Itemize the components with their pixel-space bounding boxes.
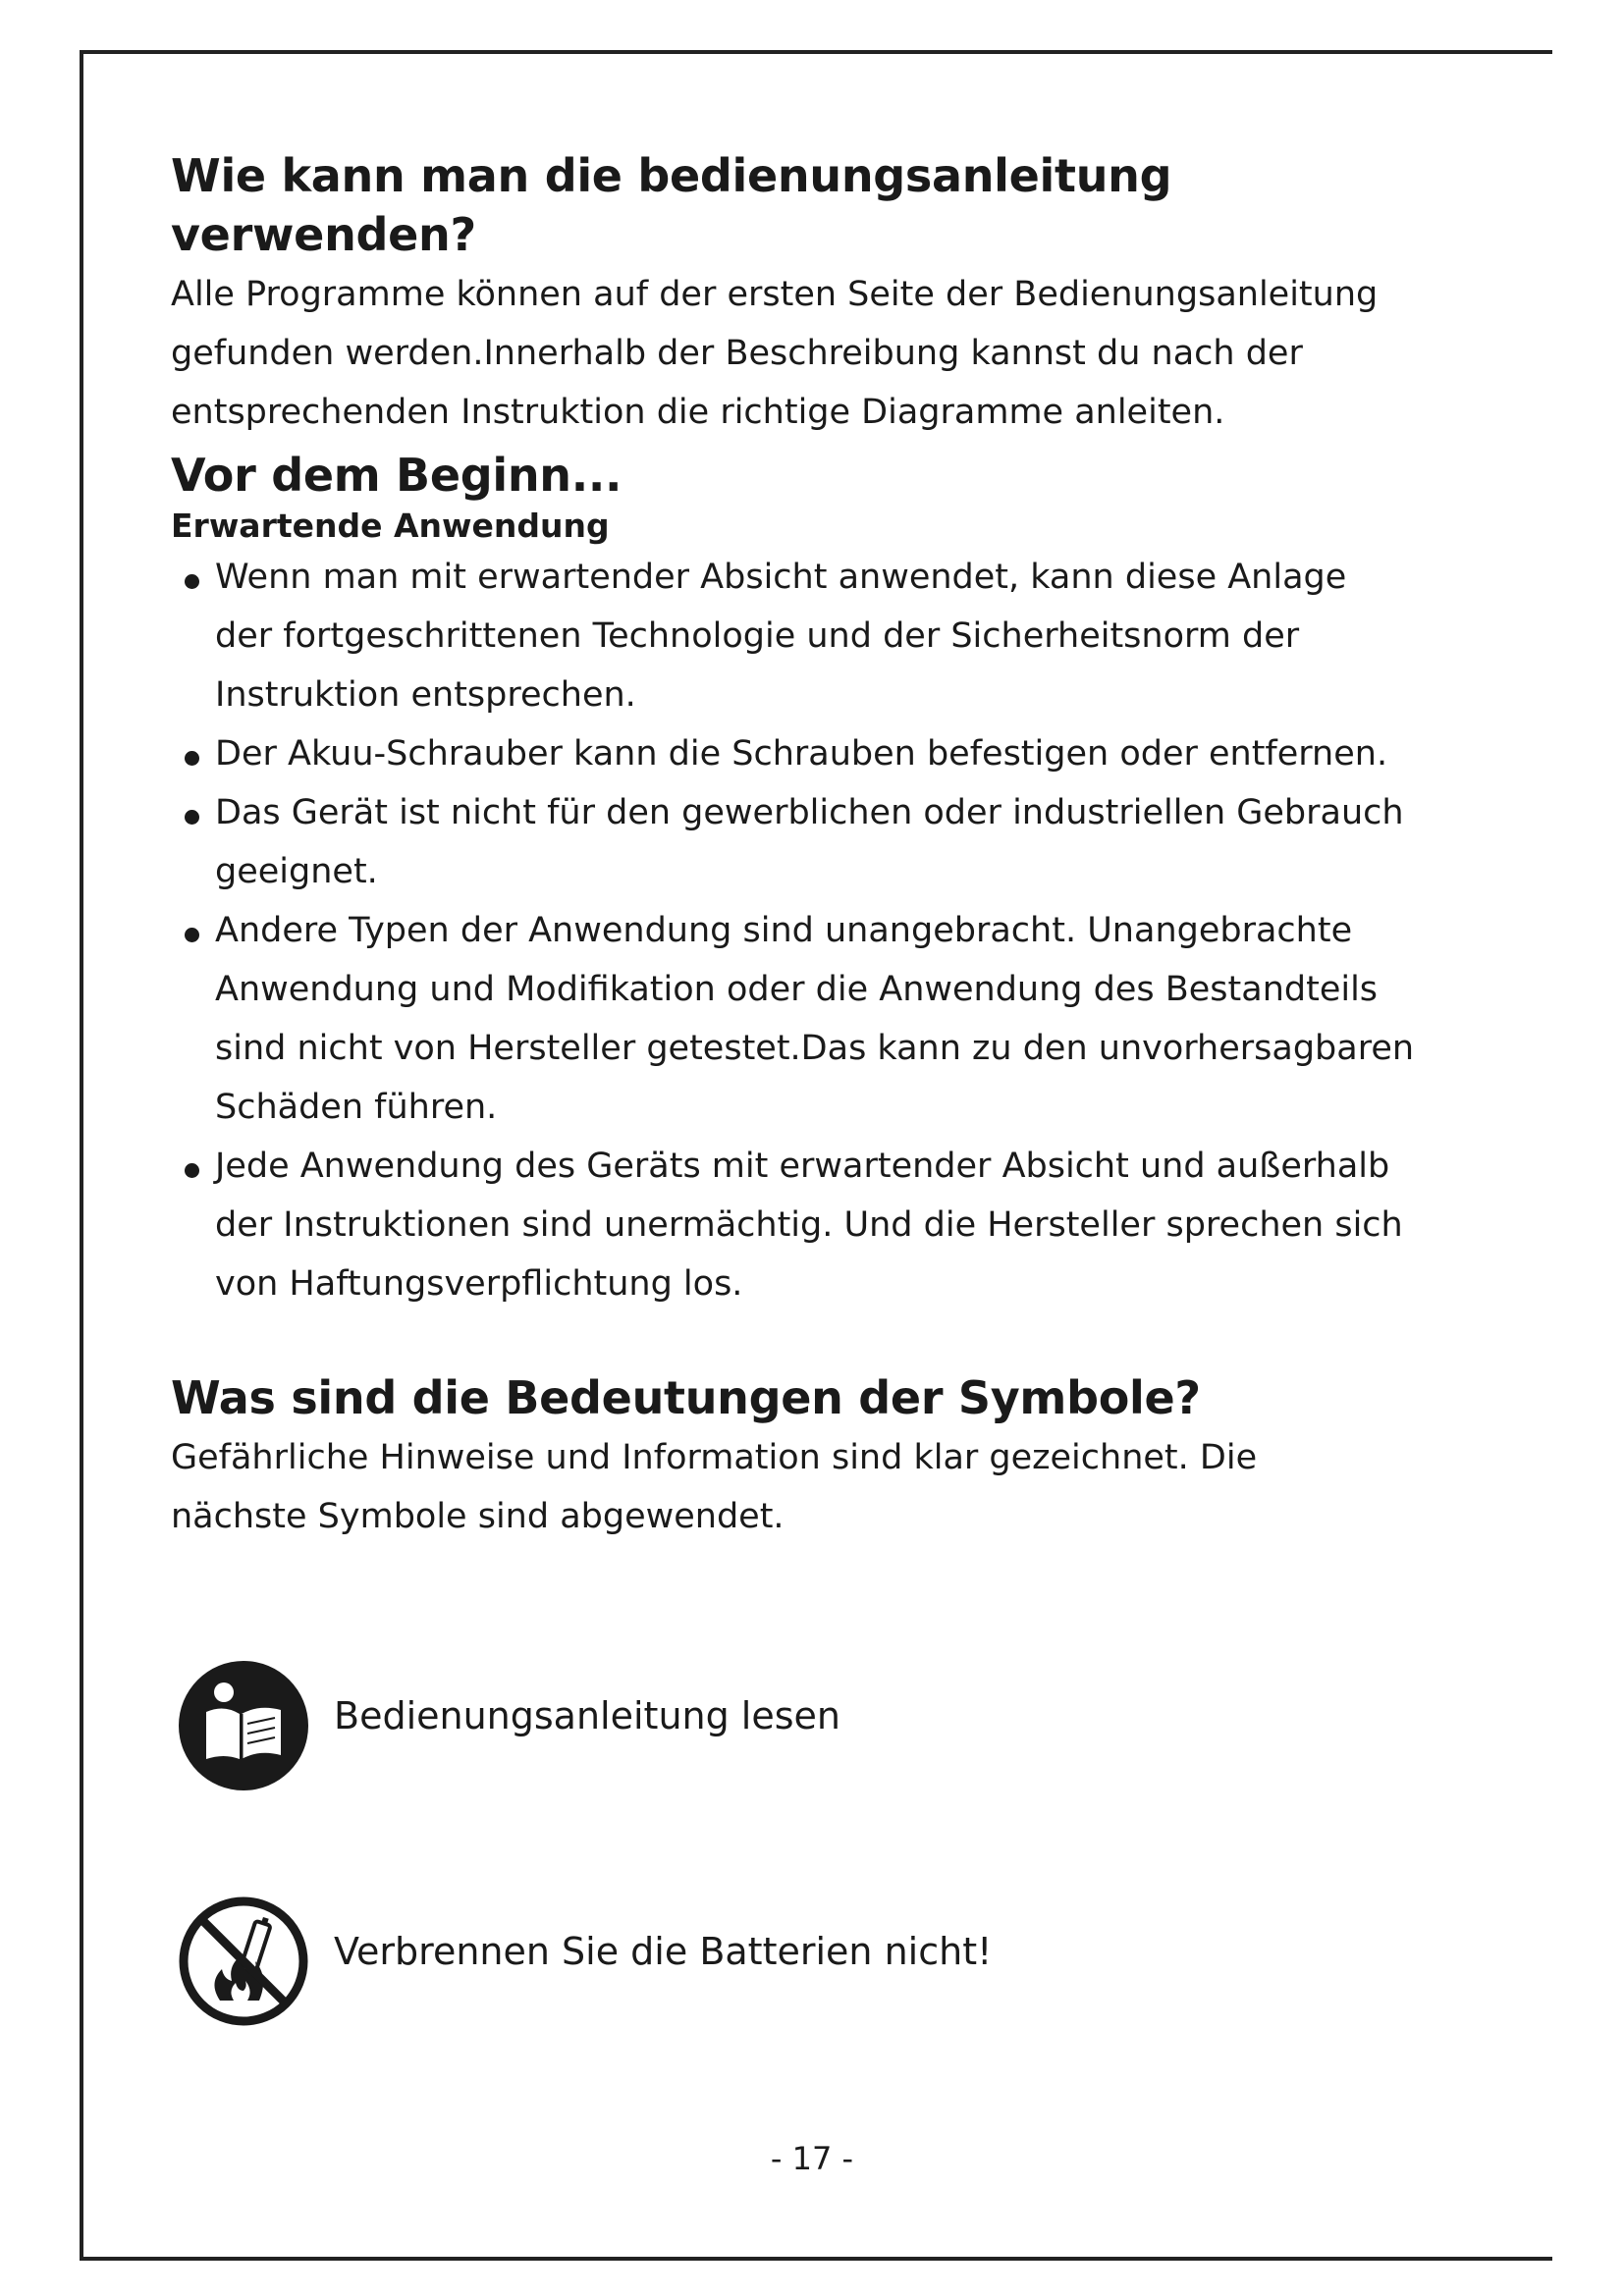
bullet-list bbox=[171, 548, 1414, 1313]
bullet-line: der Instruktionen sind unermächtig. Und die Hersteller sprechen sich bbox=[215, 1204, 1403, 1245]
section-symbols-line: Gefährliche Hinweise und Information sind klar gezeichnet. Die bbox=[171, 1437, 1258, 1477]
bullet-line: sind nicht von Hersteller getestet.Das kann zu den unvorhersagbaren bbox=[215, 1028, 1415, 1068]
section-usage-title: Wie kann man die bedienungsanleitung verwenden? bbox=[171, 149, 1172, 261]
bullet-line: Anwendung und Modifikation oder die Anwendung des Bestandteils bbox=[215, 969, 1379, 1009]
page-number: - 17 - bbox=[770, 2140, 854, 2177]
bullet-line: Wenn man mit erwartender Absicht anwendet, kann diese Anlage bbox=[215, 557, 1347, 597]
bullet-item bbox=[171, 783, 1414, 901]
section-usage-line: entsprechenden Instruktion die richtige Diagramme anleiten. bbox=[171, 392, 1225, 432]
bullet-line: geeignet. bbox=[215, 851, 378, 891]
bullet-item bbox=[171, 724, 1414, 783]
bullet-line: Andere Typen der Anwendung sind unangebracht. Unangebrachte bbox=[215, 910, 1353, 950]
bullet-item bbox=[171, 901, 1414, 1137]
bullet-dot-icon bbox=[185, 574, 199, 589]
bullet-line: der fortgeschrittenen Technologie und der Sicherheitsnorm der bbox=[215, 615, 1300, 656]
section-before-start bbox=[171, 447, 1414, 1313]
symbol-label: Verbrennen Sie die Batterien nicht! bbox=[334, 1930, 993, 1973]
symbol-row-read-manual bbox=[177, 1659, 1453, 1796]
bullet-line: Instruktion entsprechen. bbox=[215, 674, 636, 715]
bullet-line: Jede Anwendung des Geräts mit erwartender Absicht und außerhalb bbox=[215, 1146, 1390, 1186]
bullet-line: Schäden führen. bbox=[215, 1087, 498, 1127]
bullet-dot-icon bbox=[185, 1163, 199, 1178]
section-usage bbox=[171, 147, 1477, 442]
section-symbols bbox=[171, 1369, 1257, 1546]
section-usage-line: gefunden werden.Innerhalb der Beschreibung kannst du nach der bbox=[171, 333, 1303, 373]
bullet-dot-icon bbox=[185, 751, 199, 766]
bullet-dot-icon bbox=[185, 810, 199, 825]
section-before-start-subtitle: Erwartende Anwendung bbox=[171, 506, 610, 545]
section-symbols-title: Was sind die Bedeutungen der Symbole? bbox=[171, 1371, 1201, 1424]
bullet-line: Das Gerät ist nicht für den gewerblichen oder industriellen Gebrauch bbox=[215, 792, 1404, 832]
bullet-line: von Haftungsverpflichtung los. bbox=[215, 1263, 743, 1304]
section-usage-line: Alle Programme können auf der ersten Seite der Bedienungsanleitung bbox=[171, 274, 1379, 314]
no-burning-batteries-icon bbox=[177, 1895, 310, 2028]
read-manual-icon bbox=[177, 1659, 310, 1792]
symbol-label: Bedienungsanleitung lesen bbox=[334, 1694, 841, 1737]
bullet-dot-icon bbox=[185, 928, 199, 942]
section-before-start-title: Vor dem Beginn... bbox=[171, 449, 623, 502]
symbol-row-no-burning bbox=[177, 1895, 1453, 2032]
section-symbols-line: nächste Symbole sind abgewendet. bbox=[171, 1496, 785, 1536]
bullet-item bbox=[171, 1137, 1414, 1313]
bullet-line: Der Akuu-Schrauber kann die Schrauben befestigen oder entfernen. bbox=[215, 733, 1388, 774]
bullet-item bbox=[171, 548, 1414, 724]
